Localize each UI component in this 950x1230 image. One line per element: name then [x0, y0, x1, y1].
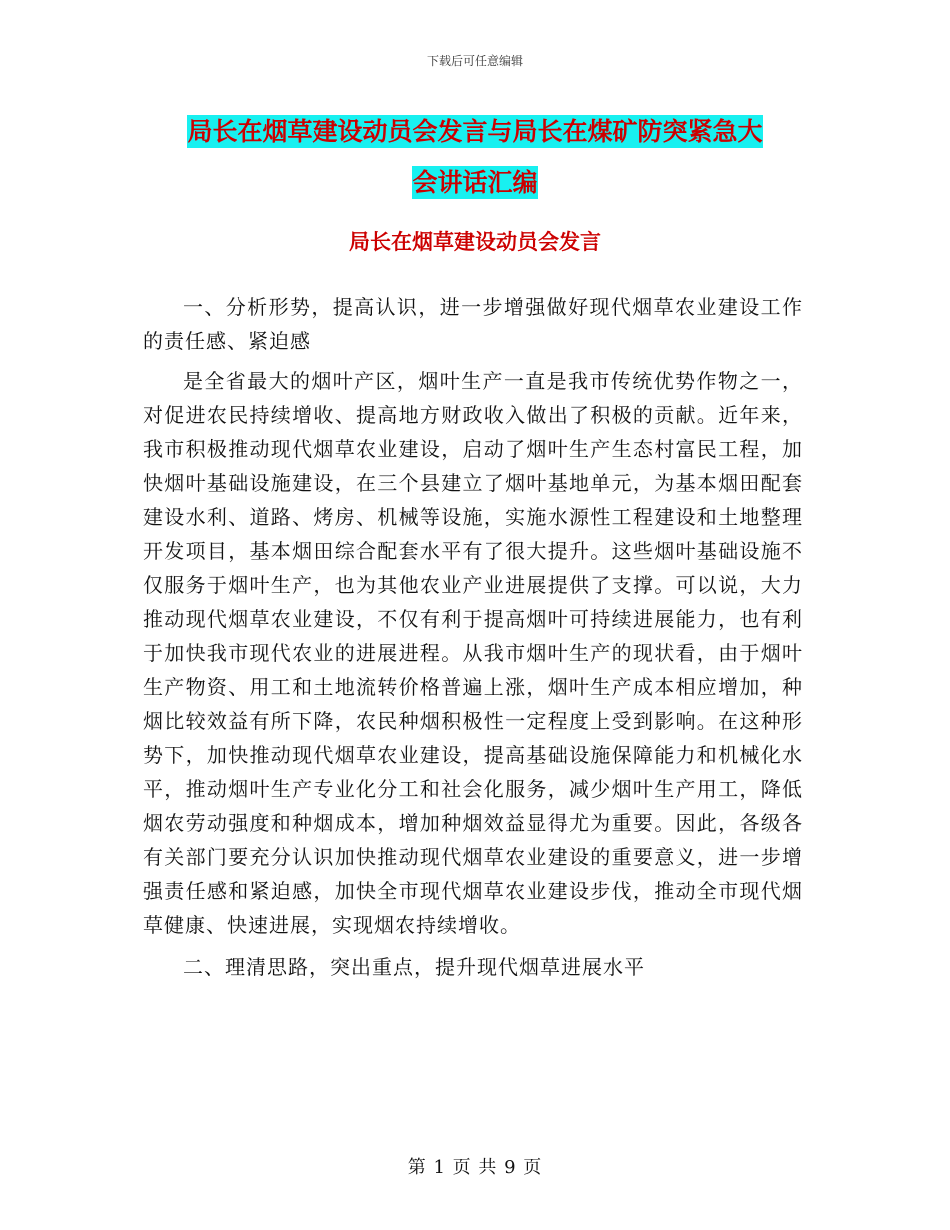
document-body	[143, 290, 803, 984]
paragraph-heading-1: 一、分析形势，提高认识，进一步增强做好现代烟草农业建设工作的责任感、紧迫感	[143, 295, 803, 353]
main-title-line-1: 局长在烟草建设动员会发言与局长在煤矿防突紧急大	[187, 117, 763, 146]
paragraph-heading-2: 二、理清思路，突出重点，提升现代烟草进展水平	[183, 955, 645, 979]
page-footer: 第 1 页 共 9 页	[407, 1157, 543, 1178]
document-main-title	[0, 106, 950, 208]
header-note: 下载后可任意编辑	[426, 54, 523, 68]
section-title: 局长在烟草建设动员会发言	[349, 230, 601, 254]
paragraph-body: 是全省最大的烟叶产区，烟叶生产一直是我市传统优势作物之一，对促进农民持续增收、提高地方财政收入做出了积极的贡献。近年来，我市积极推动现代烟草农业建设，启动了烟叶生产生态村富民工程，加快烟叶基础设施建设，在三个县建立了烟叶基地单元，为基本烟田配套建设水利、道路、烤房、机械等设施，实施水源性工程建设和土地整理开发项目，基本烟田综合配套水平有了很大提升。这些烟叶基础设施不仅服务于烟叶生产，也为其他农业产业进展提供了支撑。可以说，大力推动现代烟草农业建设，不仅有利于提高烟叶可持续进展能力，也有利于加快我市现代农业的进展进程。从我市烟叶生产的现状看，由于烟叶生产物资、用工和土地流转价格普遍上涨，烟叶生产成本相应增加，种烟比较效益有所下降，农民种烟积极性一定程度上受到影响。在这种形势下，加快推动现代烟草农业建设，提高基础设施保障能力和机械化水平，推动烟叶生产专业化分工和社会化服务，减少烟叶生产用工，降低烟农劳动强度和种烟成本，增加种烟效益显得尤为重要。因此，各级各有关部门要充分认识加快推动现代烟草农业建设的重要意义，进一步增强责任感和紧迫感，加快全市现代烟草农业建设步伐，推动全市现代烟草健康、快速进展，实现烟农持续增收。	[143, 369, 803, 937]
main-title-line-2: 会讲话汇编	[412, 168, 538, 197]
